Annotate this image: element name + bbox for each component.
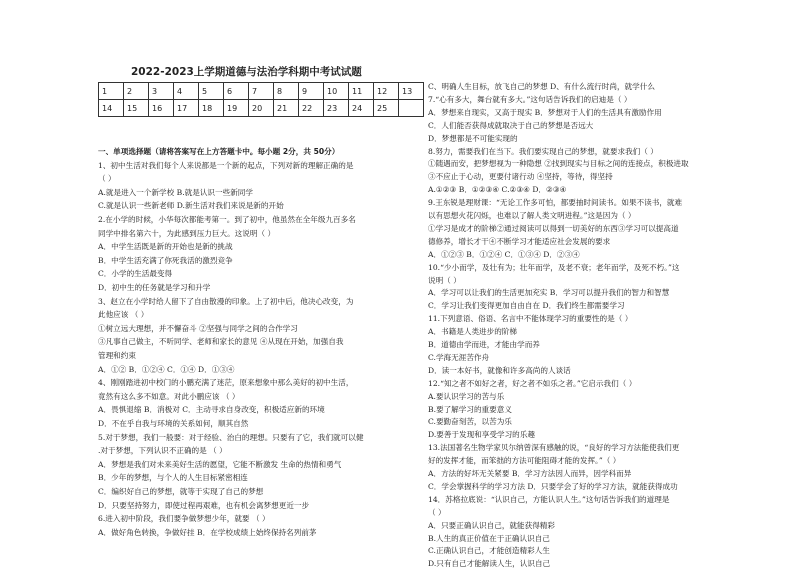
answer-grid-row (99, 83, 424, 100)
answer-cell: 21 (274, 100, 299, 117)
answer-grid (98, 82, 424, 117)
exam-title: 2022-2023上学期道德与法治学科期中考试试题 (131, 66, 362, 78)
answer-cell: 3 (149, 83, 174, 100)
question-line: 6.进入初中阶段，我们要争做梦想少年，就要 （ ） (98, 514, 270, 524)
question-line: 7.“心有多大，舞台就有多大。”这句话告诉我们的启迪是（ ） (428, 94, 632, 104)
answer-cell (399, 100, 424, 117)
question-line: C．人们能否获得成就取决于自己的梦想是否远大 (428, 120, 594, 130)
question-line: 13.法国著名生物学家贝尔纳曾深有感触的说，“良好的学习方法能使我们更 (428, 443, 680, 453)
answer-cell: 23 (324, 100, 349, 117)
answer-cell: 2 (124, 83, 149, 100)
question-line: A．梦想是我们对未来美好生活的愿望，它能不断激发 生命的热情和勇气 (98, 459, 342, 469)
question-line: C．学习让我们变得更加自由自在 D．我们终生都需要学习 (428, 301, 625, 311)
question-line: 11.下列意语、俗语、名言中不能体现学习的重要性的是（ ） (428, 314, 633, 324)
question-line: B.要了解学习的重要意义 (428, 404, 512, 414)
question-line: ③凡事自己做主，不听同学、老师和家长的意见 ④从现在开始，加强自我 (98, 337, 344, 347)
question-line: C.就是认识一些新老师 D.新生活对我们来说是新的开始 (98, 201, 284, 211)
question-line: A．做好角色转换，争做好挂 B．在学校成绩上始终保持名列前茅 (98, 527, 317, 537)
question-line: 14．苏格拉底说：“认识自己，方能认识人生。”这句话告诉我们的道理是 (428, 494, 670, 504)
question-line: C.学海无涯苦作舟 (428, 352, 490, 362)
question-line: A.要认识学习的苦与乐 (428, 391, 505, 401)
answer-cell: 6 (224, 83, 249, 100)
question-line: A．①②③ B．①②④ C．①③④ D．②③④ (428, 249, 580, 259)
question-line: A．学习可以让我们的生活更加充实 B．学习可以提升我们的智力和智慧 (428, 288, 670, 298)
question-line: 同学中排名第六十，为此感到压力巨大。这说明（ ） (98, 228, 276, 238)
answer-cell: 10 (324, 83, 349, 100)
question-line: ①随遇而安，把梦想视为一种隐想 ②找到现实与目标之间的连接点，积极进取 (428, 159, 689, 169)
question-line: B．道德由学而进，才能由学而养 (428, 340, 540, 349)
answer-cell: 24 (349, 100, 374, 117)
question-line: A．方法的好坏无关紧要 B．学习方法因人而异，因学科而异 (428, 469, 632, 478)
question-line: 德修养，增长才干④不断学习才能适应社会发展的要求 (428, 236, 611, 246)
answer-cell: 20 (249, 100, 274, 117)
question-line: D．只要坚持努力，即使过程再艰难，也有机会离梦想更近一步 (98, 500, 310, 510)
question-line: D.要善于发现和享受学习的乐趣 (428, 430, 535, 440)
answer-cell: 22 (299, 100, 324, 117)
question-line: 3、赵立在小学时给人留下了自由散漫的印象。上了初中后，他决心改变，为 (98, 296, 354, 306)
question-line: D．读一本好书，就像和许多高尚的人谈话 (428, 365, 571, 375)
question-line: A．畏惧退缩 B．消极对 C．主动寻求自身改变，积极适应新的环境 (98, 405, 325, 415)
question-line: 说明（ ） (428, 275, 461, 285)
question-line: D．梦想都是不可能实现的 (428, 133, 518, 143)
question-line: 4、刚刚踏进初中校门的小鹏充满了迷茫，原来想象中那么美好的初中生活， (98, 378, 354, 388)
question-line: A．①② B．①②④ C．①④ D．①③④ (98, 364, 235, 374)
question-line: B．少年的梦想，与个人的人生目标紧密相连 (98, 473, 248, 483)
question-line: C、明确人生目标，放飞自己的梦想 D、有什么流行时尚，就学什么 (428, 82, 655, 91)
question-line: 管理和约束 (98, 351, 136, 360)
question-line: C．学会掌握科学的学习方法 D．只要学会了好的学习方法，就能获得成功 (428, 481, 678, 491)
question-line: 9.王东锐是理财课：“无论工作多可怕，都要抽时间读书。如果不读书，就难 (428, 198, 683, 208)
answer-cell: 12 (374, 83, 399, 100)
question-line: ①学习是成才的阶梯②通过阅读可以得到一切美好的东西③学习可以提高道 (428, 223, 679, 233)
answer-cell: 15 (124, 100, 149, 117)
question-line: D.只有自己才能解读人生，认识自己 (428, 559, 551, 569)
question-line: A．中学生活既是新的开始也是新的挑战 (98, 242, 233, 252)
question-line: 12.“知之者不如好之者，好之者不如乐之者。”它启示我们（ ） (428, 378, 637, 388)
question-line: C．小学的生活最变得 (98, 269, 173, 279)
question-line: C．编织好自己的梦想，就等于实现了自己的梦想 (98, 487, 264, 496)
answer-cell: 18 (199, 100, 224, 117)
answer-cell: 25 (374, 100, 399, 117)
answer-cell: 9 (299, 83, 324, 100)
question-line: （ ） (98, 174, 116, 184)
question-line: 1、初中生活对我们每个人来说都是一个新的起点，下列对新的理解正确的是 (98, 160, 354, 170)
question-line: A.就是进入一个新学校 B.就是认识一些新同学 (98, 187, 253, 197)
question-line: 以有思想火花闪烁，也难以了解人类文明进程。”这是因为（ ） (428, 211, 636, 220)
question-line: B.人生的真正价值在于正确认识自己 (428, 533, 550, 543)
question-line: A．只要正确认识自己，就能获得精彩 (428, 520, 555, 530)
question-line: 竟然有这么多不如意。对此小鹏应该 （ ） (98, 391, 240, 401)
answer-cell: 14 (99, 100, 124, 117)
question-line: 2.在小学的时候，小华每次都能考第一。到了初中，他虽然在全年级九百多名 (98, 215, 356, 224)
answer-cell: 13 (399, 83, 424, 100)
question-line: C.要勤奋刻苦，以苦为乐 (428, 417, 512, 427)
question-line: .对于梦想，下列认识不正确的是 （ ） (98, 446, 227, 456)
question-line: A．梦想来自现实，又高于现实 B．梦想对于人们的生活具有激励作用 (428, 107, 662, 117)
section-heading: 一、单项选择题（请将答案写在上方答题卡中。每小题 2分，共 50分） (98, 147, 340, 156)
question-line: 10.“少小而学，及壮有为；壮年而学，及老不衰；老年而学，及死不朽。”这 (428, 262, 680, 272)
answer-cell: 19 (224, 100, 249, 117)
question-line: （ ） (428, 507, 446, 517)
question-line: A．书籍是人类进步的阶梯 (428, 327, 518, 337)
answer-cell: 1 (99, 83, 124, 100)
question-line: C.正确认识自己，才能创造精彩人生 (428, 546, 550, 556)
answer-cell: 5 (199, 83, 224, 100)
answer-grid-row (99, 100, 424, 117)
answer-cell: 16 (149, 100, 174, 117)
question-line: B．中学生活充满了你死我活的激烈竞争 (98, 255, 233, 265)
answer-cell: 7 (249, 83, 274, 100)
question-line: 8.努力，需要我们在当下。我们要实现自己的梦想，就要求我们（ ） (428, 146, 658, 156)
answer-cell: 11 (349, 83, 374, 100)
question-line: 好的发挥才能，而笨拙的方法可能阻碍才能的发挥。”（ ） (428, 456, 621, 466)
question-line: ③不应止于心动，更要付诸行动 ④坚持，等待，得坚持 (428, 172, 613, 182)
question-line: ①树立远大理想，并不懈奋斗 ②坚强与同学之间的合作学习 (98, 323, 298, 333)
question-line: 此他应该 （ ） (98, 310, 149, 320)
answer-cell: 17 (174, 100, 199, 117)
answer-cell: 8 (274, 83, 299, 100)
question-line: D．初中生的任务就是学习和升学 (98, 283, 211, 292)
question-line: 5.对于梦想，我们一般要：对于经验、治白的理想。只要有了它，我们就可以健 (98, 432, 364, 442)
answer-cell: 4 (174, 83, 199, 100)
question-line: D．不在乎自我与环境的关系如何，顺其自然 (98, 419, 249, 428)
question-line: A.①②③ B．①②③④ C.②③④ D．②③④ (428, 185, 567, 195)
